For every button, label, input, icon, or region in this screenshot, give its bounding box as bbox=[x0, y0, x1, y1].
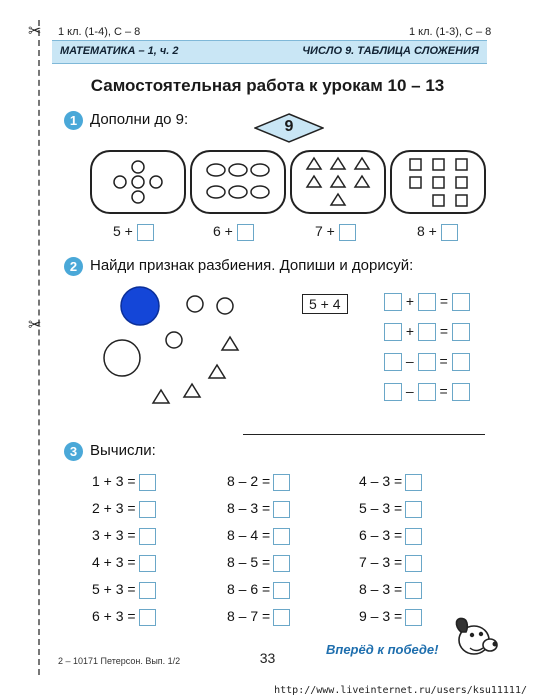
task-2-text: Найди признак разбиения. Допиши и дорисуй: bbox=[90, 257, 414, 274]
calc-expr: 6 – 3 = bbox=[359, 527, 403, 543]
calc-row bbox=[227, 500, 290, 518]
calc-expr: 8 – 6 = bbox=[227, 581, 271, 597]
calc-expr: 1 + 3 = bbox=[92, 473, 136, 489]
calc-row bbox=[92, 608, 156, 626]
calc-box[interactable] bbox=[139, 501, 156, 518]
eq1-op: + bbox=[405, 293, 415, 309]
cut-line bbox=[38, 20, 40, 675]
eq2-box-b[interactable] bbox=[418, 323, 436, 341]
answer-4 bbox=[417, 223, 458, 241]
calc-expr: 6 + 3 = bbox=[92, 608, 136, 624]
framed-expression: 5 + 4 bbox=[302, 294, 348, 314]
eq4-box-c[interactable] bbox=[452, 383, 470, 401]
eq4-equals: = bbox=[439, 383, 448, 399]
calc-row bbox=[227, 473, 290, 491]
equation-row-3 bbox=[384, 353, 470, 371]
calc-box[interactable] bbox=[273, 474, 290, 491]
calc-expr: 2 + 3 = bbox=[92, 500, 136, 516]
task-1-text: Дополни до 9: bbox=[90, 111, 189, 128]
calc-expr: 8 – 5 = bbox=[227, 554, 271, 570]
eq2-box-c[interactable] bbox=[452, 323, 470, 341]
calc-box[interactable] bbox=[405, 474, 422, 491]
diamond-number: 9 bbox=[284, 118, 294, 135]
calc-expr: 8 – 4 = bbox=[227, 527, 271, 543]
calc-box[interactable] bbox=[273, 609, 290, 626]
eq3-box-a[interactable] bbox=[384, 353, 402, 371]
answer-2-label: 6 + bbox=[213, 223, 233, 239]
calc-row bbox=[92, 473, 156, 491]
eq2-box-a[interactable] bbox=[384, 323, 402, 341]
topic-title: ЧИСЛО 9. ТАБЛИЦА СЛОЖЕНИЯ bbox=[302, 45, 479, 57]
calc-row bbox=[92, 500, 156, 518]
big-blue-circle bbox=[121, 287, 159, 325]
calc-box[interactable] bbox=[139, 609, 156, 626]
eq3-box-b[interactable] bbox=[418, 353, 436, 371]
source-url[interactable]: http://www.liveinternet.ru/users/ksu11111/ bbox=[274, 685, 527, 696]
page-number: 33 bbox=[259, 650, 276, 666]
calc-row bbox=[227, 527, 290, 545]
left-code: 1 кл. (1-4), С – 8 bbox=[58, 26, 141, 38]
calc-expr: 9 – 3 = bbox=[359, 608, 403, 624]
eq3-op: – bbox=[405, 353, 414, 369]
calc-expr: 8 – 3 = bbox=[359, 581, 403, 597]
scissors-icon: ✂ bbox=[28, 317, 42, 334]
calc-box[interactable] bbox=[139, 582, 156, 599]
calc-expr: 4 – 3 = bbox=[359, 473, 403, 489]
calc-expr: 5 – 3 = bbox=[359, 500, 403, 516]
right-code: 1 кл. (1-3), С – 8 bbox=[409, 26, 492, 38]
calc-box[interactable] bbox=[405, 555, 422, 572]
eq4-box-b[interactable] bbox=[418, 383, 436, 401]
subject-title: МАТЕМАТИКА – 1, ч. 2 bbox=[60, 45, 179, 57]
calc-box[interactable] bbox=[273, 555, 290, 572]
eq3-equals: = bbox=[439, 353, 448, 369]
calc-box[interactable] bbox=[273, 501, 290, 518]
answer-1-box[interactable] bbox=[137, 224, 154, 241]
eq1-equals: = bbox=[439, 293, 449, 309]
eq1-box-a[interactable] bbox=[384, 293, 402, 311]
calc-row bbox=[359, 527, 422, 545]
eq2-equals: = bbox=[439, 323, 449, 339]
eq2-op: + bbox=[405, 323, 415, 339]
task-number-2: 2 bbox=[64, 257, 83, 276]
eq4-op: – bbox=[405, 383, 414, 399]
eq1-box-c[interactable] bbox=[452, 293, 470, 311]
eq3-box-c[interactable] bbox=[452, 353, 470, 371]
calc-box[interactable] bbox=[139, 474, 156, 491]
calc-expr: 8 – 2 = bbox=[227, 473, 271, 489]
calc-box[interactable] bbox=[139, 555, 156, 572]
equation-row-4 bbox=[384, 383, 470, 401]
triangles-group bbox=[290, 150, 386, 214]
answer-3-box[interactable] bbox=[339, 224, 356, 241]
calc-box[interactable] bbox=[405, 501, 422, 518]
answer-2-box[interactable] bbox=[237, 224, 254, 241]
calc-row bbox=[359, 500, 422, 518]
answer-2 bbox=[213, 223, 254, 241]
equation-row-2 bbox=[384, 323, 470, 341]
task-number-3: 3 bbox=[64, 442, 83, 461]
calc-expr: 7 – 3 = bbox=[359, 554, 403, 570]
equation-row-1 bbox=[384, 293, 470, 311]
calc-expr: 5 + 3 = bbox=[92, 581, 136, 597]
calc-box[interactable] bbox=[273, 582, 290, 599]
calc-row bbox=[359, 473, 422, 491]
answer-line[interactable] bbox=[243, 434, 485, 435]
calc-expr: 4 + 3 = bbox=[92, 554, 136, 570]
answer-4-label: 8 + bbox=[417, 223, 437, 239]
page-title: Самостоятельная работа к урокам 10 – 13 bbox=[90, 76, 445, 95]
print-info: 2 – 10171 Петерсон. Вып. 1/2 bbox=[58, 656, 181, 666]
calc-expr: 8 – 7 = bbox=[227, 608, 271, 624]
calc-row bbox=[227, 554, 290, 572]
header-bar bbox=[52, 40, 487, 64]
calc-row bbox=[359, 581, 422, 599]
calc-row bbox=[227, 581, 290, 599]
calc-box[interactable] bbox=[139, 528, 156, 545]
calc-row bbox=[359, 554, 422, 572]
task-3-text: Вычисли: bbox=[90, 442, 156, 459]
calc-row bbox=[92, 527, 156, 545]
calc-row bbox=[92, 554, 156, 572]
scissors-icon: ✂ bbox=[28, 23, 42, 40]
answer-1-label: 5 + bbox=[113, 223, 133, 239]
task-number-1: 1 bbox=[64, 111, 83, 130]
squares-group bbox=[390, 150, 486, 214]
eq1-box-b[interactable] bbox=[418, 293, 436, 311]
motto: Вперёд к победе! bbox=[326, 642, 439, 657]
calc-box[interactable] bbox=[405, 582, 422, 599]
calc-expr: 3 + 3 = bbox=[92, 527, 136, 543]
calc-row bbox=[227, 608, 290, 626]
ovals-group bbox=[190, 150, 286, 214]
answer-4-box[interactable] bbox=[441, 224, 458, 241]
answer-1 bbox=[113, 223, 154, 241]
calc-expr: 8 – 3 = bbox=[227, 500, 271, 516]
calc-box[interactable] bbox=[405, 609, 422, 626]
circles-group bbox=[90, 150, 186, 214]
calc-row bbox=[92, 581, 156, 599]
answer-3 bbox=[315, 223, 356, 241]
calc-box[interactable] bbox=[273, 528, 290, 545]
eq4-box-a[interactable] bbox=[384, 383, 402, 401]
answer-3-label: 7 + bbox=[315, 223, 335, 239]
calc-box[interactable] bbox=[405, 528, 422, 545]
calc-row bbox=[359, 608, 422, 626]
shapes-figure bbox=[90, 280, 260, 410]
